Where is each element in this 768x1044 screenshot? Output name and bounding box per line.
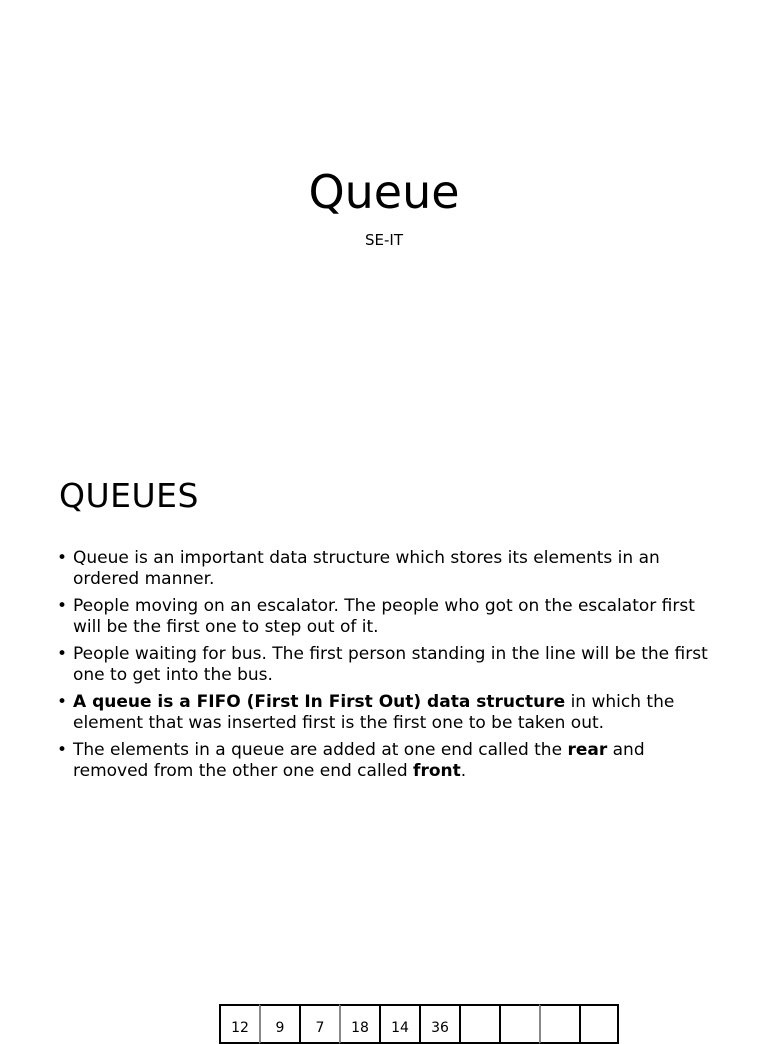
bullet-item-bus [57,644,717,685]
bullet-item-queue-definition [57,548,717,589]
queue-cell: 14 [379,1004,419,1044]
bullet-item-escalator [57,596,717,637]
bullet-bold-rear: rear [567,740,608,760]
bullet-icon: • [57,692,68,712]
queue-cell: 7 [299,1004,339,1044]
bullet-item-fifo [57,692,717,733]
slide-title: Queue [308,165,460,219]
bullet-text: and removed from the other one end called [73,740,645,781]
queue-cell: 9 [259,1004,299,1044]
queue-cell: 12 [219,1004,259,1044]
bullet-icon: • [57,596,68,616]
bullet-list [57,548,717,788]
queue-cell [499,1004,539,1044]
queue-cell: 18 [339,1004,379,1044]
bullet-text: . [460,760,467,781]
bullet-bold-front: front [413,760,461,781]
queue-cell [459,1004,499,1044]
bullet-text: The elements in a queue are added at one end called the [73,740,568,760]
slide-subtitle: SE-IT [365,231,403,249]
bullet-icon: • [57,644,68,664]
queue-cell [539,1004,579,1044]
bullet-bold-text: A queue is a FIFO (First In First Out) data structure [73,692,566,712]
bullet-text: in which the element that was inserted first is the first one to be taken out. [73,692,675,733]
bullet-text: People waiting for bus. The first person standing in the line will be the first one to get into the bus. [73,644,708,685]
queue-cell [579,1004,619,1044]
bullet-text: Queue is an important data structure which stores its elements in an ordered manner. [73,548,660,589]
queue-array-diagram [219,1004,619,1044]
queue-cell: 36 [419,1004,459,1044]
bullet-text: People moving on an escalator. The people who got on the escalator first will be the first one to step out of it. [73,596,695,637]
section-heading: QUEUES [59,476,199,515]
bullet-icon: • [57,548,68,568]
bullet-item-rear-front [57,740,717,781]
bullet-icon: • [57,740,68,760]
